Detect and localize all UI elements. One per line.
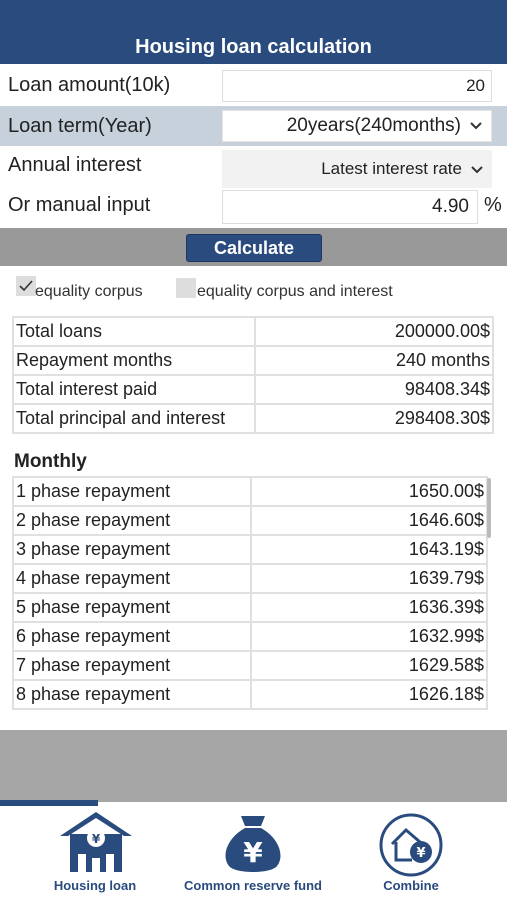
phase-value: 1632.99$ <box>251 622 487 651</box>
phase-value: 1650.00$ <box>251 477 487 506</box>
table-row <box>13 404 493 433</box>
phase-value: 1629.58$ <box>251 651 487 680</box>
table-row <box>13 346 493 375</box>
phase-table <box>12 476 488 710</box>
phase-label: 5 phase repayment <box>13 593 251 622</box>
annual-interest-row <box>0 146 507 188</box>
svg-text:¥: ¥ <box>243 836 263 869</box>
phase-value: 1646.60$ <box>251 506 487 535</box>
table-row <box>13 593 487 622</box>
phase-label: 7 phase repayment <box>13 651 251 680</box>
monthly-heading: Monthly <box>14 451 87 472</box>
annual-interest-value: Latest interest rate <box>321 159 462 178</box>
corpus-interest-option-label[interactable]: equality corpus and interest <box>197 283 393 300</box>
summary-label: Total interest paid <box>13 375 255 404</box>
loan-term-row <box>0 106 507 146</box>
money-bag-icon <box>221 812 285 874</box>
corpus-option-label[interactable]: equality corpus <box>35 283 143 300</box>
manual-input-row <box>0 188 507 228</box>
chevron-down-icon <box>469 121 483 131</box>
phase-label: 4 phase repayment <box>13 564 251 593</box>
grey-band <box>0 730 507 802</box>
phase-label: 2 phase repayment <box>13 506 251 535</box>
summary-value: 240 months <box>255 346 493 375</box>
page-title: Housing loan calculation <box>135 36 372 58</box>
table-row <box>13 317 493 346</box>
annual-interest-select[interactable] <box>222 150 492 188</box>
phase-value: 1643.19$ <box>251 535 487 564</box>
phase-label: 6 phase repayment <box>13 622 251 651</box>
loan-term-label: Loan term(Year) <box>8 115 152 137</box>
phase-list[interactable] <box>12 476 494 720</box>
tab-label: Common reserve fund <box>184 878 322 893</box>
calculate-button[interactable]: Calculate <box>186 234 322 262</box>
svg-text:¥: ¥ <box>91 832 101 846</box>
phase-value: 1639.79$ <box>251 564 487 593</box>
percent-sign: % <box>484 194 502 216</box>
scrollbar[interactable] <box>487 478 491 538</box>
tab-housing-loan[interactable] <box>28 806 162 900</box>
table-row <box>13 477 487 506</box>
summary-table <box>12 316 494 434</box>
loan-amount-input[interactable]: 20 <box>222 70 492 102</box>
summary-label: Total loans <box>13 317 255 346</box>
tab-common-reserve-fund[interactable] <box>172 806 334 900</box>
table-row <box>13 564 487 593</box>
phase-value: 1626.18$ <box>251 680 487 709</box>
summary-value: 200000.00$ <box>255 317 493 346</box>
phase-label: 1 phase repayment <box>13 477 251 506</box>
corpus-interest-checkbox[interactable] <box>176 278 196 298</box>
summary-value: 298408.30$ <box>255 404 493 433</box>
chevron-down-icon <box>470 165 484 175</box>
checkmark-icon <box>16 276 36 296</box>
corpus-checkbox[interactable] <box>16 276 36 296</box>
app-header <box>0 0 507 64</box>
house-yen-icon <box>378 812 444 878</box>
summary-label: Total principal and interest <box>13 404 255 433</box>
table-row <box>13 535 487 564</box>
tab-combine[interactable] <box>356 806 466 900</box>
house-icon <box>58 810 134 874</box>
tab-label: Combine <box>383 878 439 893</box>
table-row <box>13 506 487 535</box>
table-row <box>13 680 487 709</box>
loan-term-select[interactable] <box>222 110 492 142</box>
table-row <box>13 622 487 651</box>
table-row <box>13 375 493 404</box>
manual-input-label: Or manual input <box>8 194 151 216</box>
phase-label: 8 phase repayment <box>13 680 251 709</box>
loan-term-value: 20years(240months) <box>286 115 461 136</box>
table-row <box>13 651 487 680</box>
calculate-bar <box>0 228 507 266</box>
manual-rate-input[interactable]: 4.90 <box>222 190 478 224</box>
summary-label: Repayment months <box>13 346 255 375</box>
loan-amount-row <box>0 66 507 106</box>
summary-value: 98408.34$ <box>255 375 493 404</box>
phase-label: 3 phase repayment <box>13 535 251 564</box>
svg-text:¥: ¥ <box>416 846 426 861</box>
phase-value: 1636.39$ <box>251 593 487 622</box>
tab-label: Housing loan <box>53 878 137 893</box>
annual-interest-label: Annual interest <box>8 154 142 176</box>
loan-amount-label: Loan amount(10k) <box>8 74 171 96</box>
